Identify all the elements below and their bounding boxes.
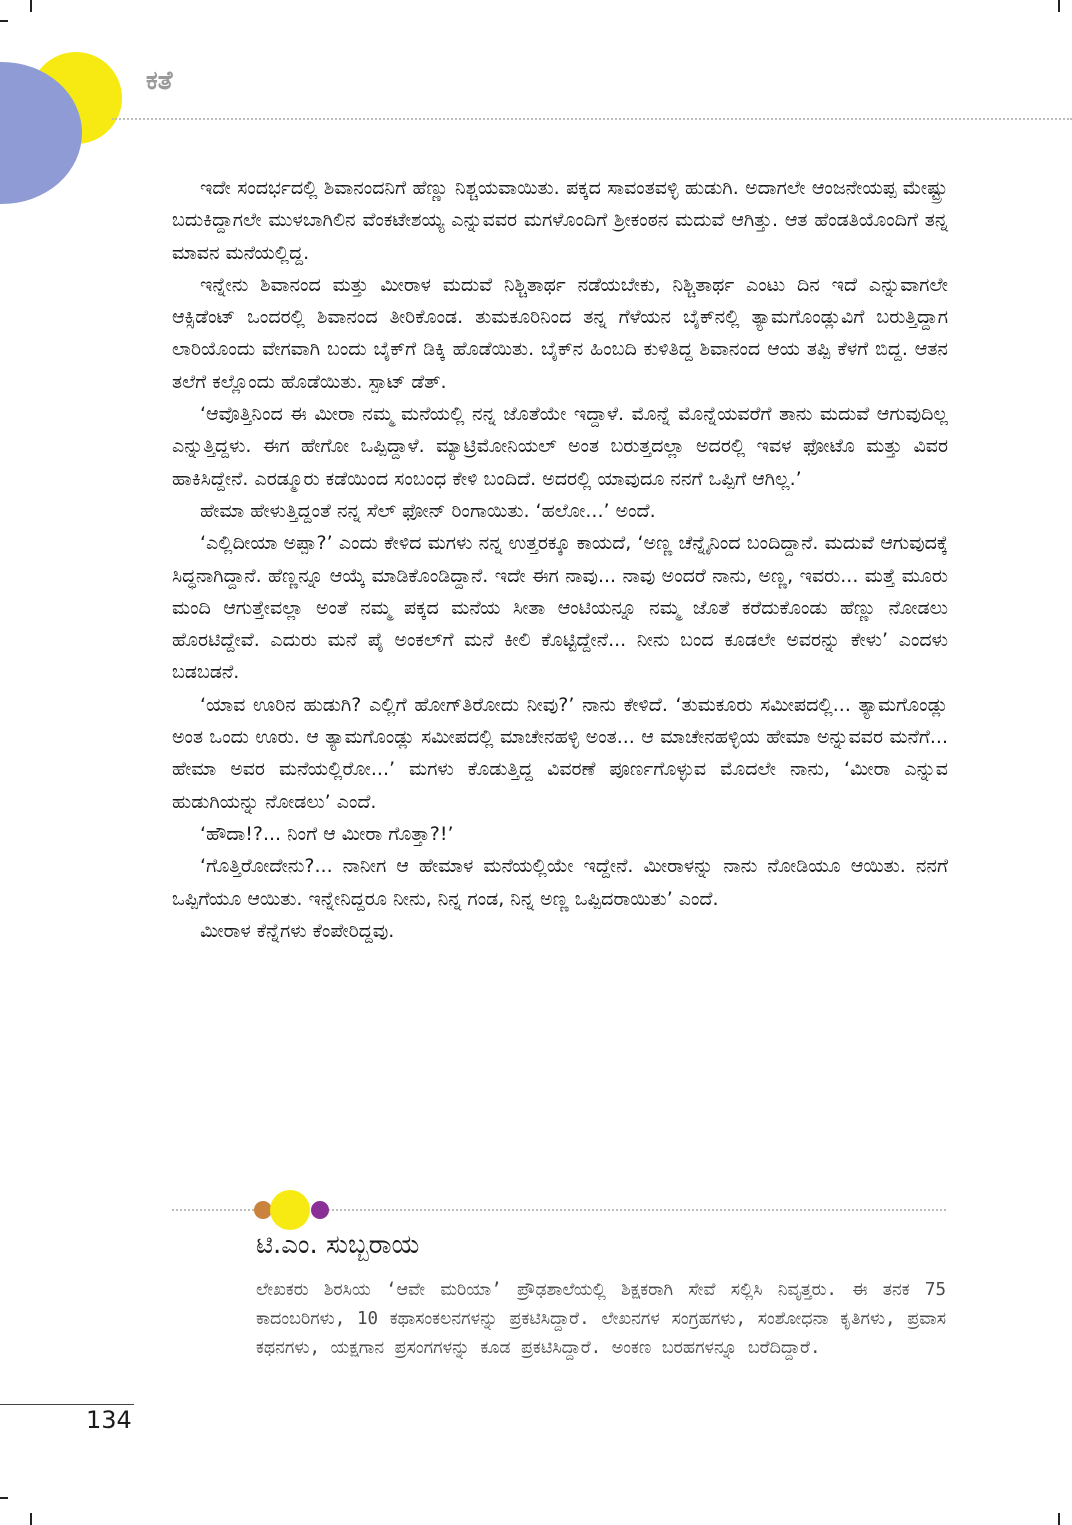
section-title: ಕತೆ: [146, 66, 173, 96]
story-paragraph: ಹೇಮಾ ಹೇಳುತ್ತಿದ್ದಂತೆ ನನ್ನ ಸೆಲ್ ಫೋನ್ ರಿಂಗಾಯಿತು. ‘ಹಲೋ...’ ಅಂದೆ.: [200, 499, 656, 522]
author-bio-text: ಲೇಖಕರು ಶಿರಸಿಯ ‘ಆವೇ ಮರಿಯಾ’ ಪ್ರೌಢಶಾಲೆಯಲ್ಲಿ ಶಿಕ್ಷಕರಾಗಿ ಸೇವೆ ಸಲ್ಲಿಸಿ ನಿವೃತ್ತರು. ಈ ತನಕ 75 ಕಾದಂಬರಿಗಳು, 10 ಕಥಾಸಂಕಲನಗಳನ್ನು ಪ್ರಕಟಿಸಿದ್ದಾರೆ. ಲೇಖನಗಳ ಸಂಗ್ರಹಗಳು, ಸಂಶೋಧನಾ ಕೃತಿಗಳು, ಪ್ರವಾಸ ಕಥನಗಳು, ಯಕ್ಷಗಾನ ಪ್ರಸಂಗಗಳನ್ನು ಕೂಡ ಪ್ರಕಟಿಸಿದ್ದಾರೆ. ಅಂಕಣ ಬರಹಗಳನ್ನೂ ಬರೆದಿದ್ದಾರೆ.: [256, 1280, 946, 1358]
story-paragraph: ‘ಯಾವ ಊರಿನ ಹುಡುಗಿ? ಎಲ್ಲಿಗೆ ಹೋಗ್‌ತಿರೋದು ನೀವು?’ ನಾನು ಕೇಳಿದೆ. ‘ತುಮಕೂರು ಸಮೀಪದಲ್ಲಿ... ತ್ಯಾಮಗೊಂಡ್ಲು ಅಂತ ಒಂದು ಊರು. ಆ ತ್ಯಾಮಗೊಂಡ್ಲು ಸಮೀಪದಲ್ಲಿ ಮಾಚೇನಹಳ್ಳಿ ಅಂತ... ಆ ಮಾಚೇನಹಳ್ಳಿಯ ಹೇಮಾ ಅನ್ನುವವರ ಮನೆಗೆ... ಹೇಮಾ ಅವರ ಮನೆಯಲ್ಲಿರೋ...’ ಮಗಳು ಕೊಡುತ್ತಿದ್ದ ವಿವರಣೆ ಪೂರ್ಣಗೊಳ್ಳುವ ಮೊದಲೇ ನಾನು, ‘ಮೀರಾ ಎನ್ನುವ ಹುಡುಗಿಯನ್ನು ನೋಡಲು’ ಎಂದೆ.: [172, 693, 948, 813]
decorative-purple-dot: [311, 1201, 329, 1219]
decorative-yellow-dot: [270, 1190, 310, 1230]
story-body: [172, 172, 948, 947]
crop-mark: [1058, 0, 1060, 12]
crop-mark: [30, 1513, 32, 1525]
story-paragraph: ಮೀರಾಳ ಕೆನ್ನೆಗಳು ಕೆಂಪೇರಿದ್ದವು.: [200, 919, 395, 942]
story-paragraph: ‘ಆವೊತ್ತಿನಿಂದ ಈ ಮೀರಾ ನಮ್ಮ ಮನೆಯಲ್ಲಿ ನನ್ನ ಜೊತೆಯೇ ಇದ್ದಾಳೆ. ಮೊನ್ನೆ ಮೊನ್ನೆಯವರೆಗೆ ತಾನು ಮದುವೆ ಆಗುವುದಿಲ್ಲ ಎನ್ನುತ್ತಿದ್ದಳು. ಈಗ ಹೇಗೋ ಒಪ್ಪಿದ್ದಾಳೆ. ಮ್ಯಾಟ್ರಿಮೋನಿಯಲ್ ಅಂತ ಬರುತ್ತದಲ್ಲಾ ಅದರಲ್ಲಿ ಇವಳ ಫೋಟೊ ಮತ್ತು ವಿವರ ಹಾಕಿಸಿದ್ದೇನೆ. ಎರಡ್ಮೂರು ಕಡೆಯಿಂದ ಸಂಬಂಧ ಕೇಳಿ ಬಂದಿದೆ. ಅದರಲ್ಲಿ ಯಾವುದೂ ನನಗೆ ಒಪ್ಪಿಗೆ ಆಗಿಲ್ಲ.’: [172, 403, 948, 490]
story-paragraph: ಇದೇ ಸಂದರ್ಭದಲ್ಲಿ ಶಿವಾನಂದನಿಗೆ ಹೆಣ್ಣು ನಿಶ್ಚಯವಾಯಿತು. ಪಕ್ಕದ ಸಾವಂತವಳ್ಳಿ ಹುಡುಗಿ. ಅದಾಗಲೇ ಆಂಜನೇಯಪ್ಪ ಮೇಷ್ಟ್ರು ಬದುಕಿದ್ದಾಗಲೇ ಮುಳಬಾಗಿಲಿನ ವೆಂಕಟೇಶಯ್ಯ ಎನ್ನುವವರ ಮಗಳೊಂದಿಗೆ ಶ್ರೀಕಂಠನ ಮದುವೆ ಆಗಿತ್ತು. ಆತ ಹೆಂಡತಿಯೊಂದಿಗೆ ತನ್ನ ಮಾವನ ಮನೆಯಲ್ಲಿದ್ದ.: [172, 177, 948, 264]
story-paragraph: ‘ಗೊತ್ತಿರೋದೇನು?... ನಾನೀಗ ಆ ಹೇಮಾಳ ಮನೆಯಲ್ಲಿಯೇ ಇದ್ದೇನೆ. ಮೀರಾಳನ್ನು ನಾನು ನೋಡಿಯೂ ಆಯಿತು. ನನಗೆ ಒಪ್ಪಿಗೆಯೂ ಆಯಿತು. ಇನ್ನೇನಿದ್ದರೂ ನೀನು, ನಿನ್ನ ಗಂಡ, ನಿನ್ನ ಅಣ್ಣ ಒಪ್ಪಿದರಾಯಿತು’ ಎಂದೆ.: [172, 855, 948, 910]
story-paragraph: ‘ಹೌದಾ!?... ನಿಂಗೆ ಆ ಮೀರಾ ಗೊತ್ತಾ?!’: [200, 822, 454, 845]
crop-mark: [0, 1497, 8, 1499]
crop-mark: [1058, 1513, 1060, 1525]
page-number-rule: [0, 1404, 134, 1405]
header-divider: [112, 118, 1072, 120]
page-number: 134: [86, 1406, 132, 1434]
story-paragraph: ಇನ್ನೇನು ಶಿವಾನಂದ ಮತ್ತು ಮೀರಾಳ ಮದುವೆ ನಿಶ್ಚಿತಾರ್ಥ ನಡೆಯಬೇಕು, ನಿಶ್ಚಿತಾರ್ಥ ಎಂಟು ದಿನ ಇದೆ ಎನ್ನುವಾಗಲೇ ಆಕ್ಸಿಡೆಂಟ್ ಒಂದರಲ್ಲಿ ಶಿವಾನಂದ ತೀರಿಕೊಂಡ. ತುಮಕೂರಿನಿಂದ ತನ್ನ ಗೆಳೆಯನ ಬೈಕ್‌ನಲ್ಲಿ ತ್ಯಾಮಗೊಂಡ್ಲುವಿಗೆ ಬರುತ್ತಿದ್ದಾಗ ಲಾರಿಯೊಂದು ವೇಗವಾಗಿ ಬಂದು ಬೈಕ್‌ಗೆ ಡಿಕ್ಕಿ ಹೊಡೆಯಿತು. ಬೈಕ್‌ನ ಹಿಂಬದಿ ಕುಳಿತಿದ್ದ ಶಿವಾನಂದ ಆಯ ತಪ್ಪಿ ಕೆಳಗೆ ಬಿದ್ದ. ಆತನ ತಲೆಗೆ ಕಲ್ಲೊಂದು ಹೊಡೆಯಿತು. ಸ್ಪಾಟ್ ಡೆತ್.: [172, 273, 948, 393]
author-name: ಟಿ.ಎಂ. ಸುಬ್ಬರಾಯ: [256, 1230, 420, 1260]
story-paragraph: ‘ಎಲ್ಲಿದೀಯಾ ಅಪ್ಪಾ?’ ಎಂದು ಕೇಳಿದ ಮಗಳು ನನ್ನ ಉತ್ತರಕ್ಕೂ ಕಾಯದೆ, ‘ಅಣ್ಣ ಚೆನ್ನೈನಿಂದ ಬಂದಿದ್ದಾನೆ. ಮದುವೆ ಆಗುವುದಕ್ಕೆ ಸಿದ್ಧನಾಗಿದ್ದಾನೆ. ಹೆಣ್ಣನ್ನೂ ಆಯ್ಕೆ ಮಾಡಿಕೊಂಡಿದ್ದಾನೆ. ಇದೇ ಈಗ ನಾವು... ನಾವು ಅಂದರೆ ನಾನು, ಅಣ್ಣ, ಇವರು... ಮತ್ತೆ ಮೂರು ಮಂದಿ ಆಗುತ್ತೇವಲ್ಲಾ ಅಂತೆ ನಮ್ಮ ಪಕ್ಕದ ಮನೆಯ ಸೀತಾ ಆಂಟಿಯನ್ನೂ ನಮ್ಮ ಜೊತೆ ಕರೆದುಕೊಂಡು ಹೆಣ್ಣು ನೋಡಲು ಹೊರಟಿದ್ದೇವೆ. ಎದುರು ಮನೆ ಪೈ ಅಂಕಲ್‌ಗೆ ಮನೆ ಕೀಲಿ ಕೊಟ್ಟಿದ್ದೇನೆ... ನೀನು ಬಂದ ಕೂಡಲೇ ಅವರನ್ನು ಕೇಳು’ ಎಂದಳು ಬಡಬಡನೆ.: [172, 532, 948, 684]
crop-mark: [0, 20, 8, 22]
crop-mark: [30, 0, 32, 12]
